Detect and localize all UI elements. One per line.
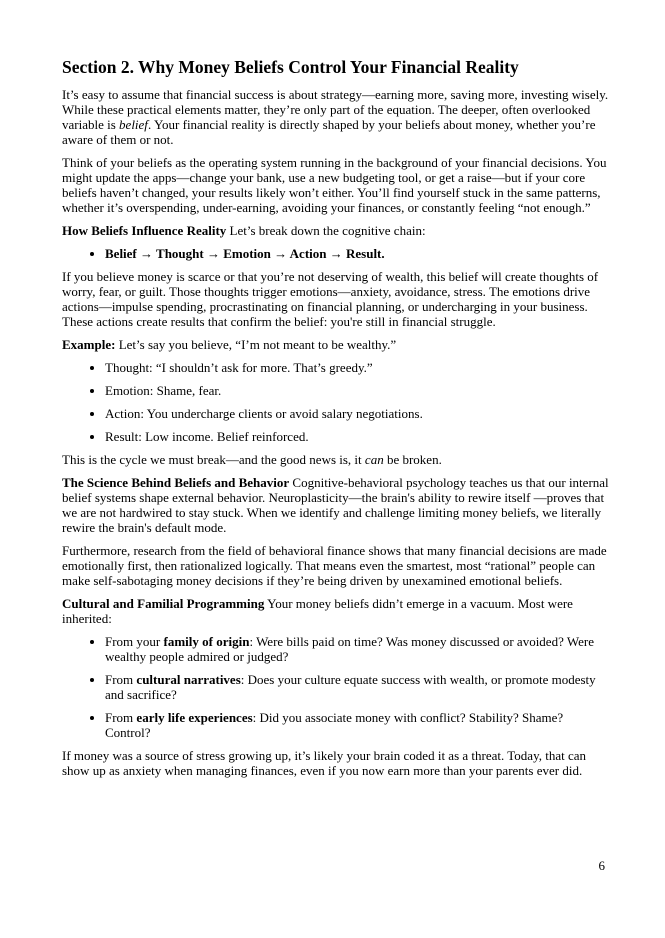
section-heading: Section 2. Why Money Beliefs Control Your Financial Reality — [62, 57, 519, 77]
chain-list — [62, 246, 610, 261]
paragraph-belief-cycle: If you believe money is scarce or that you’re not deserving of wealth, this belief will create thoughts of worry, fear, or guilt. Those thoughts trigger emotions—anxiety, avoidance, stress. The emotions drive actions—impulse spending, procrastinating on financial planning, or undercharging in your business. These actions create results that confirm the belief: you're still in financial struggle. — [62, 269, 599, 329]
text-run: : Were bills paid on time? Was money discussed or avoided? Were wealthy people admired or judged? — [105, 634, 594, 664]
text-run: From your — [105, 634, 164, 649]
text-run: Your money beliefs didn’t emerge in a vacuum. Most were inherited: — [62, 596, 573, 626]
text-run: : Did you associate money with conflict? Stability? Shame? Control? — [105, 710, 564, 740]
list-item-cultural-narratives — [105, 672, 610, 702]
chain-bold-text: Belief → Thought → Emotion → Action → Result. — [105, 246, 385, 261]
list-item-result: • Result: Low income. Belief reinforced. — [105, 429, 610, 444]
text-run: Let’s break down the cognitive chain: — [226, 223, 426, 238]
list-item-early-life-experiences — [105, 710, 610, 740]
list-item-family-of-origin — [105, 634, 610, 664]
emphasis-belief: belief — [119, 117, 148, 132]
paragraph-behavioral-finance: Furthermore, research from the field of behavioral finance shows that many financial decisions are made emotionally first, then rationalized logically. That means even the smartest, most “rational” people can make self-sabotaging money decisions if they’re being driven by unexamined emotional beliefs. — [62, 543, 607, 588]
paragraph-programming — [62, 596, 610, 626]
run-in-heading-example: Example: — [62, 337, 116, 352]
page-number: 6 — [598, 858, 605, 873]
text-run: . Your financial reality is directly shaped by your beliefs about money, whether you’re aware of them or not. — [62, 117, 596, 147]
paragraph-example — [62, 337, 610, 352]
paragraph-how-beliefs — [62, 223, 610, 238]
paragraph-intro — [62, 87, 610, 147]
text-run: This is the cycle we must break—and the good news is, it — [62, 452, 365, 467]
emphasis-can: can — [364, 452, 384, 467]
list-item-thought: • Thought: “I shouldn’t ask for more. That’s greedy.” — [105, 360, 610, 375]
list-item-emotion: • Emotion: Shame, fear. — [105, 383, 610, 398]
paragraph-science — [62, 475, 610, 535]
run-in-heading-programming: Cultural and Familial Programming — [62, 596, 265, 611]
example-list — [62, 360, 610, 444]
text-run: : Does your culture equate success with wealth, or promote modesty and sacrifice? — [105, 672, 596, 702]
text-run: From — [105, 672, 137, 687]
run-in-heading-science: The Science Behind Beliefs and Behavior — [62, 475, 290, 490]
bold-phrase: early life experiences — [136, 710, 253, 725]
paragraph-operating-system: Think of your beliefs as the operating system running in the background of your financial decisions. You might update the apps—change your bank, use a new budgeting tool, or get a raise—but if your core beliefs haven’t changed, your results likely won’t either. You’ll find yourself stuck in the same patterns, whether it’s overspending, under-earning, avoiding your finances, or constantly feeling “not enough.” — [62, 155, 607, 215]
text-run: Let’s say you believe, “I’m not meant to be wealthy.” — [115, 337, 397, 352]
text-run: be broken. — [383, 452, 442, 467]
programming-list — [62, 634, 610, 740]
run-in-heading-how-beliefs: How Beliefs Influence Reality — [62, 223, 227, 238]
paragraph-cycle-break — [62, 452, 610, 467]
text-run: From — [105, 710, 137, 725]
bold-phrase: cultural narratives — [136, 672, 241, 687]
text-run: Cognitive-behavioral psychology teaches us that our internal belief systems shape external behavior. Neuroplasticity—the brain's ability to rewire itself —proves that we are not hardwired to stay stuck. When we identify and challenge limiting money beliefs, we literally rewire the brain's default mode. — [62, 475, 609, 535]
text-run: It’s easy to assume that financial success is about strategy—earning more, saving more, investing wisely. While these practical elements matter, they’re only part of the equation. The deeper, often overlooked variable is — [62, 87, 609, 132]
document-content — [62, 57, 610, 786]
list-item-action: • Action: You undercharge clients or avoid salary negotiations. — [105, 406, 610, 421]
paragraph-closing: If money was a source of stress growing up, it’s likely your brain coded it as a threat. Today, that can show up as anxiety when managing finances, even if you now earn more than your parents ever did. — [62, 748, 587, 778]
list-item-chain — [105, 246, 610, 261]
bold-phrase: family of origin — [163, 634, 250, 649]
